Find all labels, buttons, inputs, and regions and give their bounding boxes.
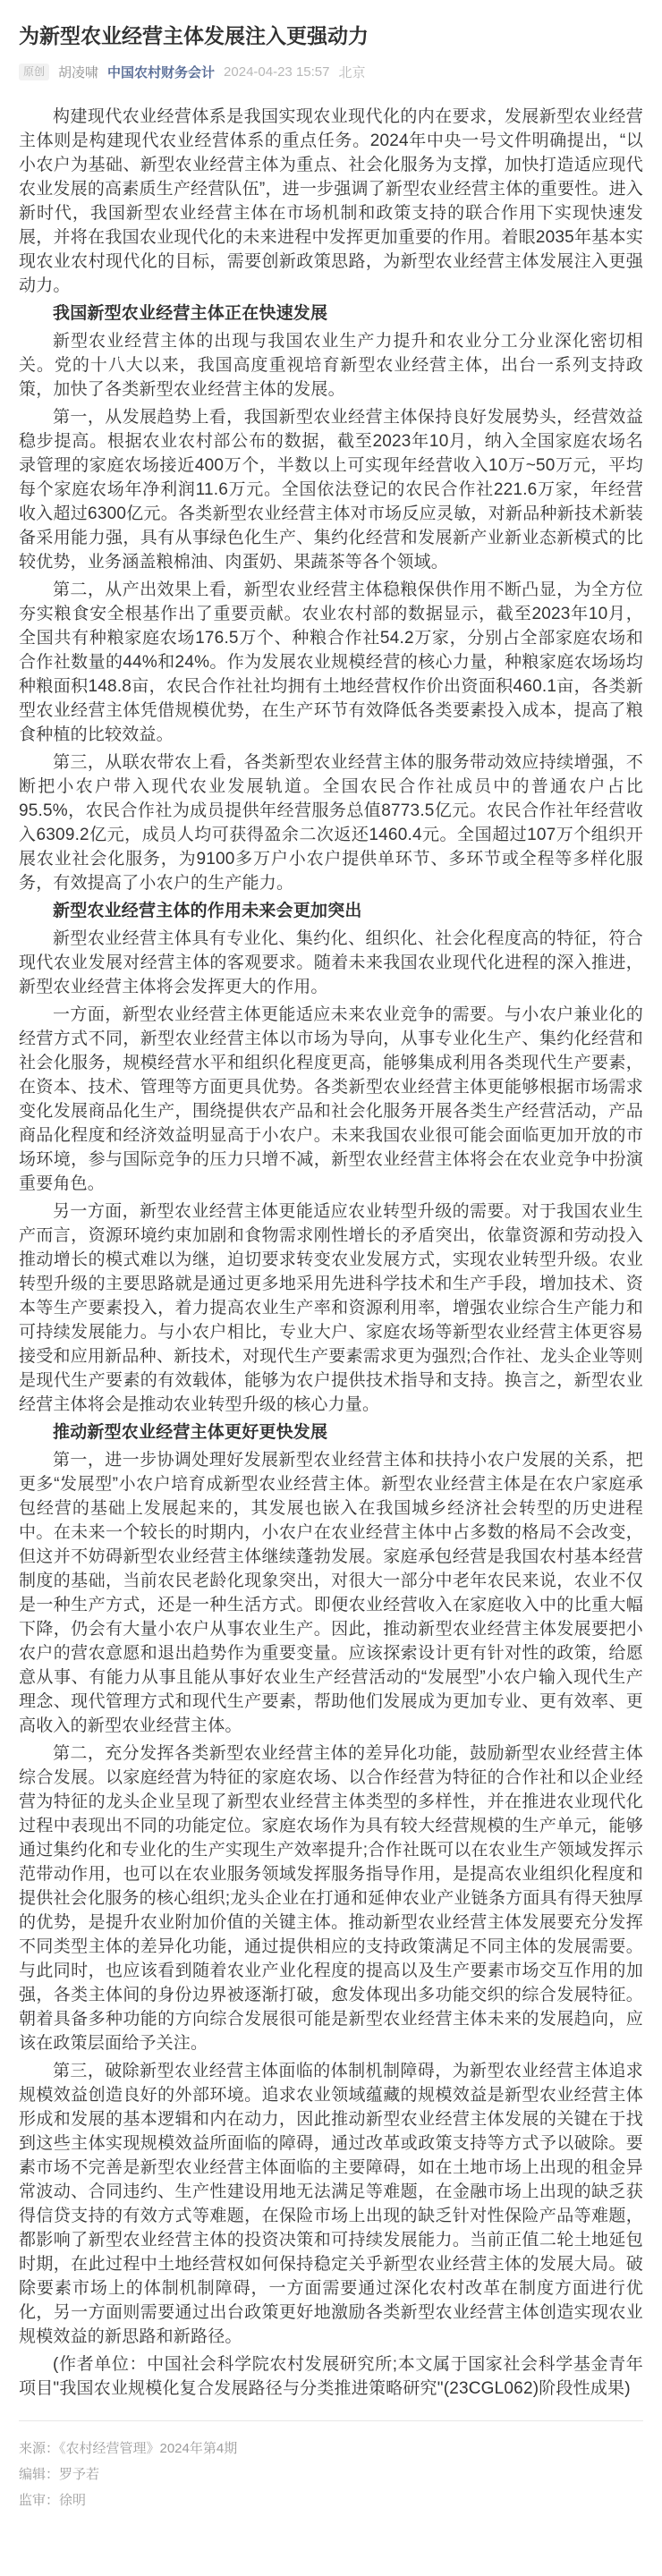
- paragraph: 第二，从产出效果上看，新型农业经营主体稳粮保供作用不断凸显，为全方位夯实粮食安全根基作出了重要贡献。农业农村部的数据显示，截至2023年10月，全国共有种粮家庭农场176.5万个、种粮合作社54.2万家，分别占全部家庭农场和合作社数量的44%和24%。作为发展农业规模经营的核心力量，种粮家庭农场场均种粮面积148.8亩，农民合作社社均拥有土地经营权作价出资面积460.1亩，各类新型农业经营主体凭借规模优势，在生产环节有效降低各类要素投入成本，提高了粮食种植的比较效益。: [19, 580, 643, 745]
- paragraph: (作者单位：中国社会科学院农村发展研究所;本文属于国家社会科学基金青年项目"我国农业规模化复合发展路径与分类推进策略研究"(23CGL062)阶段性成果): [19, 2355, 643, 2399]
- footer-editor: 编辑：罗予若: [19, 2467, 100, 2483]
- official-account-link[interactable]: 中国农村财务会计: [107, 65, 216, 81]
- footer-reviewer: 监审：徐明: [19, 2493, 87, 2509]
- section-heading: 新型农业经营主体的作用未来会更加突出: [53, 902, 362, 921]
- paragraph: 第三，从联农带农上看，各类新型农业经营主体的服务带动效应持续增强，不断把小农户带入现代农业发展轨道。全国农民合作社成员中的普通农户占比95.5%，农民合作社为成员提供年经营服务总值8773.5亿元。农民合作社年经营收入6309.2亿元，成员人均可获得盈余二次返还1460.4元。全国超过107万个组织开展农业社会化服务，为9100多万户小农户提供单环节、多环节或全程等多样化服务，有效提高了小农户的生产能力。: [19, 753, 643, 894]
- paragraph: 第二，充分发挥各类新型农业经营主体的差异化功能，鼓励新型农业经营主体综合发展。以家庭经营为特征的家庭农场、以合作经营为特征的合作社和以企业经营为特征的龙头企业呈现了新型农业经营主体类型的多样性，并在推进农业现代化过程中表现出不同的功能定位。家庭农场作为具有较大经营规模的生产单元，能够通过集约化和专业化的生产实现生产效率提升;合作社既可以在农业生产领域发挥示范带动作用，也可以在农业服务领域发挥服务指导作用，是提高农业组织化程度和提供社会化服务的核心组织;龙头企业在打通和延伸农业产业链条方面具有得天独厚的优势，是提升农业附加价值的关键主体。推动新型农业经营主体发展要充分发挥不同类型主体的差异化功能，通过提供相应的支持政策满足不同主体的发展需要。与此同时，也应该看到随着农业产业化程度的提高以及生产要素市场交互作用的加强，各类主体间的身份边界被逐渐打破，愈发体现出多功能交织的综合发展特征。朝着具备多种功能的方向综合发展很可能是新型农业经营主体未来的发展趋向，应该在政策层面给予关注。: [19, 1744, 643, 2054]
- original-badge: 原创: [19, 64, 49, 80]
- section-heading: 我国新型农业经营主体正在快速发展: [53, 304, 328, 324]
- paragraph: 第一，从发展趋势上看，我国新型农业经营主体保持良好发展势头，经营效益稳步提高。根据农业农村部公布的数据，截至2023年10月，纳入全国家庭农场名录管理的家庭农场接近400万个，半数以上可实现年经营收入10万~50万元，平均每个家庭农场年净利润11.6万元。全国依法登记的农民合作社221.6万家，年经营收入超过6300亿元。各类新型农业经营主体对市场反应灵敏，对新品种新技术新装备采用能力强，具有从事绿色化生产、集约化经营和发展新产业新业态新模式的比较优势，业务涵盖粮棉油、肉蛋奶、果蔬茶等各个领域。: [19, 408, 643, 572]
- paragraph: 构建现代农业经营体系是我国实现农业现代化的内在要求，发展新型农业经营主体则是构建现代农业经营体系的重点任务。2024年中央一号文件明确提出，“以小农户为基础、新型农业经营主体为重点、社会化服务为支撑，加快打造适应现代农业发展的高素质生产经营队伍”，进一步强调了新型农业经营主体的重要性。进入新时代，我国新型农业经营主体在市场机制和政策支持的联合作用下实现快速发展，并将在我国农业现代化的未来进程中发挥更加重要的作用。着眼2035年基本实现农业农村现代化的目标，需要创新政策思路，为新型农业经营主体发展注入更强动力。: [19, 107, 643, 296]
- publish-datetime: 2024-04-23 15:57: [224, 64, 330, 80]
- section-heading: 推动新型农业经营主体更好更快发展: [53, 1423, 328, 1443]
- paragraph: 另一方面，新型农业经营主体更能适应农业转型升级的需要。对于我国农业生产而言，资源环境约束加剧和食物需求刚性增长的矛盾突出，依靠资源和劳动投入推动增长的模式难以为继，迫切要求转变农业发展方式，实现农业转型升级。农业转型升级的主要思路就是通过更多地采用先进科学技术和生产手段，增加技术、资本等生产要素投入，着力提高农业生产率和资源利用率，增强农业综合生产能力和可持续发展能力。与小农户相比，专业大户、家庭农场等新型农业经营主体更容易接受和应用新品种、新技术，对现代生产要素需求更为强烈;合作社、龙头企业等则是现代生产要素的有效载体，能够为农户提供技术指导和支持。换言之，新型农业经营主体将会是推动农业转型升级的核心力量。: [19, 1202, 643, 1415]
- article-body: [19, 105, 643, 2401]
- paragraph: 第三，破除新型农业经营主体面临的体制机制障碍，为新型农业经营主体追求规模效益创造良好的外部环境。追求农业领域蕴藏的规模效益是新型农业经营主体形成和发展的基本逻辑和内在动力，因此推动新型农业经营主体发展的关键在于找到这些主体实现规模效益所面临的障碍，通过改革或政策支持等方式予以破除。要素市场不完善是新型农业经营主体面临的主要障碍，如在土地市场上出现的租金异常波动、合同违约、生产性建设用地无法满足等难题，在金融市场上出现的缺乏获得信贷支持的有效方式等难题，在保险市场上出现的缺乏针对性保险产品等难题，都影响了新型农业经营主体的投资决策和可持续发展能力。当前正值二轮土地延包时期，在此过程中土地经营权如何保持稳定关乎新型农业经营主体的发展大局。破除要素市场上的体制机制障碍，一方面需要通过深化农村改革在制度方面进行优化，另一方面则需要通过出台政策更好地激励各类新型农业经营主体创造实现农业规模效益的新思路和新路径。: [19, 2062, 643, 2347]
- footer-source: 来源：《农村经营管理》2024年第4期: [19, 2441, 238, 2457]
- paragraph: 第一，进一步协调处理好发展新型农业经营主体和扶持小农户发展的关系，把更多“发展型”小农户培育成新型农业经营主体。新型农业经营主体是在农户家庭承包经营的基础上发展起来的，其发展也嵌入在我国城乡经济社会转型的历史进程中。在未来一个较长的时期内，小农户在农业经营主体中占多数的格局不会改变，但这并不妨碍新型农业经营主体继续蓬勃发展。家庭承包经营是我国农村基本经营制度的基础，当前农民老龄化现象突出，对很大一部分中老年农民来说，农业不仅是一种生产方式，还是一种生活方式。即便农业经营收入在家庭收入中的比重大幅下降，仍会有大量小农户从事农业生产。因此，推动新型农业经营主体发展要把小农户的营农意愿和退出趋势作为重要变量。应该探索设计更有针对性的政策，给愿意从事、有能力从事且能从事好农业生产经营活动的“发展型”小农户输入现代生产理念、现代管理方式和现代生产要素，帮助他们发展成为更加专业、更有效率、更高收入的新型农业经营主体。: [19, 1451, 643, 1736]
- article-meta: [19, 63, 643, 81]
- footer-divider: [19, 2420, 643, 2421]
- author-name: 胡凌啸: [58, 65, 99, 81]
- paragraph: 新型农业经营主体的出现与我国农业生产力提升和农业分工分业深化密切相关。党的十八大以来，我国高度重视培育新型农业经营主体，出台一系列支持政策，加快了各类新型农业经营主体的发展。: [19, 332, 643, 400]
- paragraph: 一方面，新型农业经营主体更能适应未来农业竞争的需要。与小农户兼业化的经营方式不同，新型农业经营主体以市场为导向，从事专业化生产、集约化经营和社会化服务，规模经营水平和组织化程度更高，能够集成利用各类现代生产要素，在资本、技术、管理等方面更具优势。各类新型农业经营主体更能够根据市场需求变化发展商品化生产，围绕提供农产品和社会化服务开展各类生产经营活动，产品商品化程度和经济效益明显高于小农户。未来我国农业很可能会面临更加开放的市场环境，参与国际竞争的压力只增不减，新型农业经营主体将会在农业竞争中扮演重要角色。: [19, 1005, 643, 1194]
- publish-location: 北京: [338, 65, 366, 81]
- article-title: 为新型农业经营主体发展注入更强动力: [19, 24, 369, 47]
- paragraph: 新型农业经营主体具有专业化、集约化、组织化、社会化程度高的特征，符合现代农业发展对经营主体的客观要求。随着未来我国农业现代化进程的深入推进，新型农业经营主体将会发挥更大的作用。: [19, 929, 643, 997]
- article-footer: [19, 2420, 643, 2513]
